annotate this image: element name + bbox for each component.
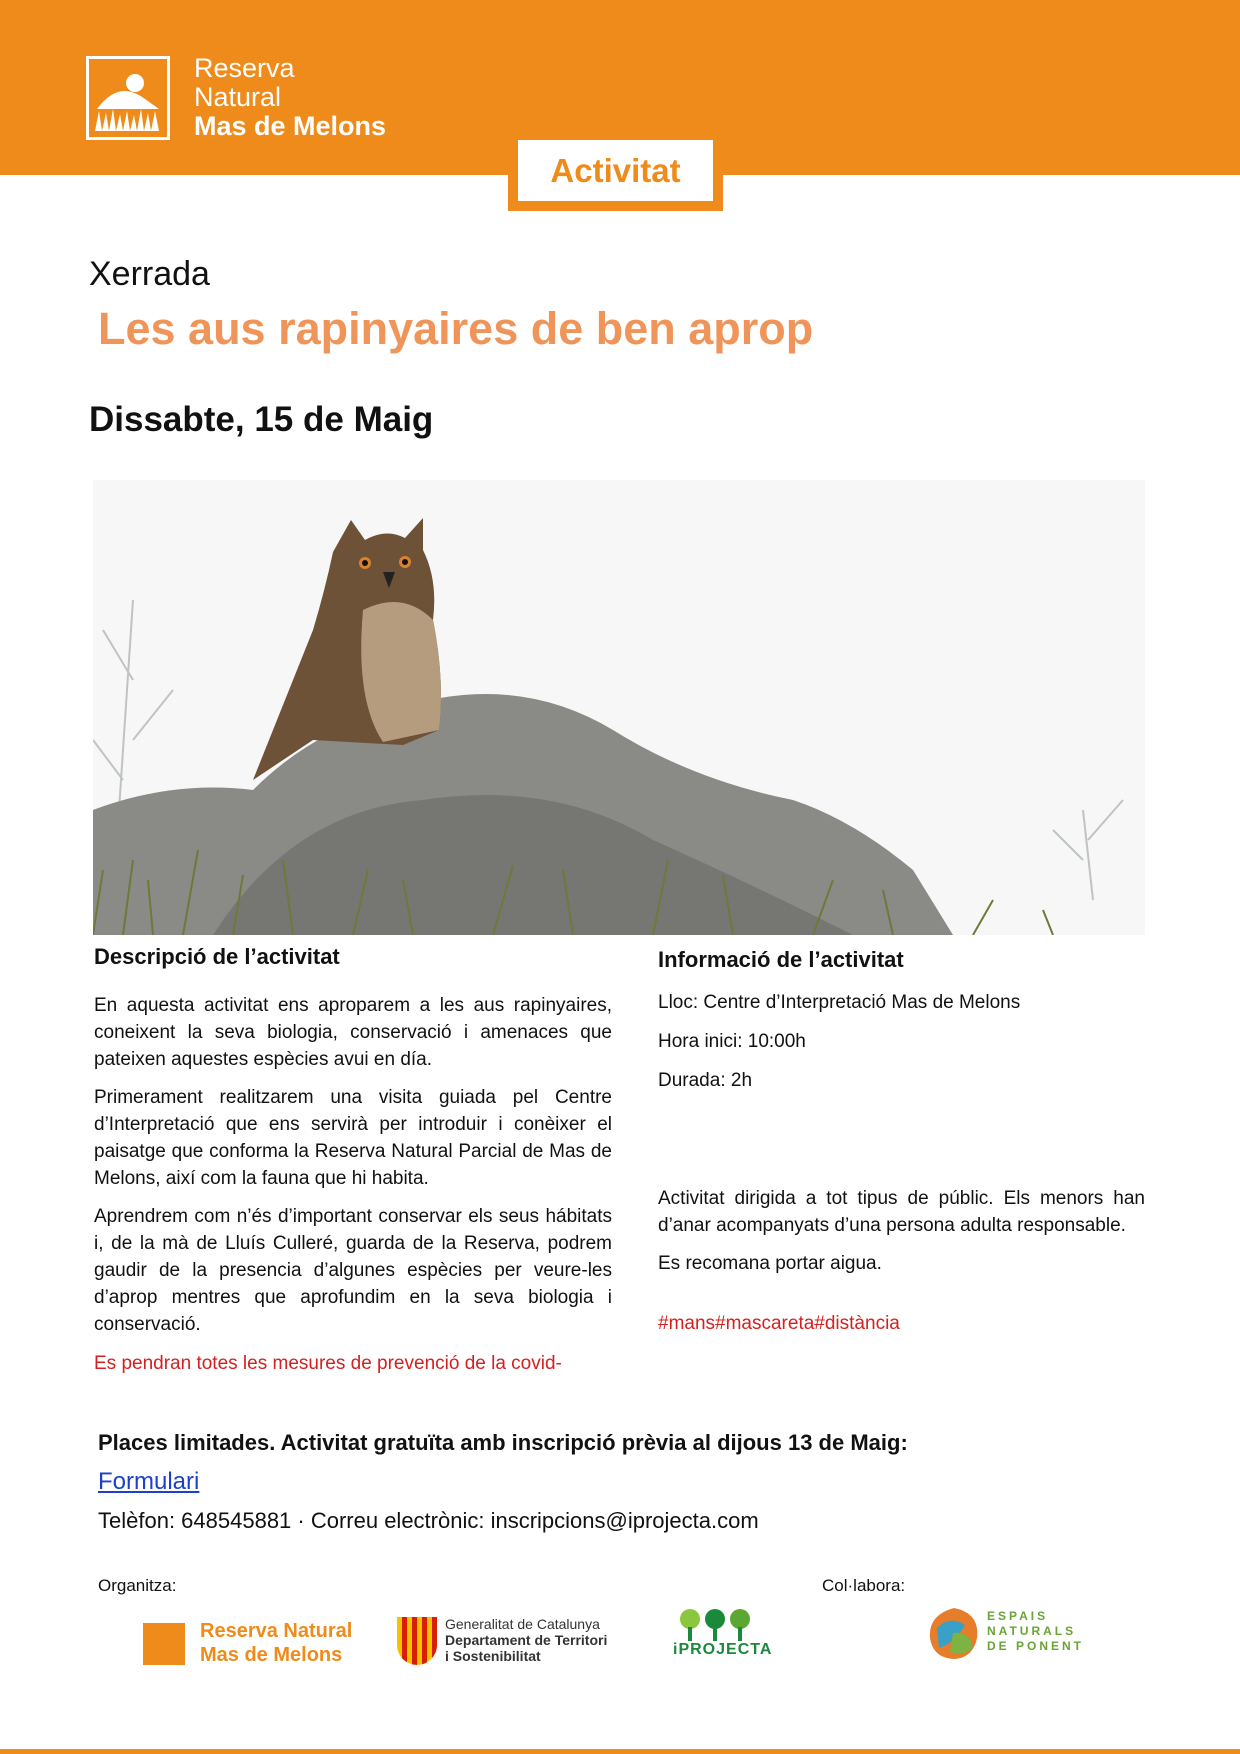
reserva-bird-icon	[143, 1623, 185, 1665]
organizer-label: Organitza:	[98, 1576, 177, 1595]
info-heading: Informació de l’activitat	[658, 947, 904, 972]
espais-naturals-logo: ESPAIS NATURALS DE PONENT	[925, 1603, 1085, 1668]
description-paragraph: Primerament realitzarem una visita guiada pel Centre d’Interpretació que ens servirà per introduir i conèixer el paisatge que conforma la Reserva Natural Parcial de Mas de Melons, així com la fauna que hi habita.	[94, 1087, 612, 1189]
description-column	[94, 942, 612, 1377]
info-water: Es recomana portar aigua.	[658, 1253, 882, 1274]
info-place: Lloc: Centre d’Interpretació Mas de Melons	[658, 992, 1021, 1013]
iprojecta-logo: iPROJECTA	[665, 1605, 775, 1667]
info-audience: Activitat dirigida a tot tipus de públic. Els menors han d’anar acompanyats d’una persona adulta responsable.	[658, 1188, 1145, 1236]
senyera-icon	[397, 1617, 437, 1665]
description-heading: Descripció de l’activitat	[94, 944, 340, 969]
event-type: Xerrada	[89, 255, 210, 293]
footer-line	[0, 1749, 1240, 1754]
collaborator-label: Col·labora:	[822, 1576, 906, 1595]
contact-info: Telèfon: 648545881 · Correu electrònic: inscripcions@iprojecta.com	[98, 1508, 759, 1533]
form-link[interactable]: Formulari	[98, 1468, 200, 1495]
event-date: Dissabte, 15 de Maig	[89, 400, 434, 439]
leaf-icon	[925, 1603, 983, 1663]
description-paragraph: En aquesta activitat ens aproparem a les aus rapinyaires, coneixent la seva biologia, conservació i amenaces que pateixen aquestes espècies avui en día.	[94, 995, 612, 1070]
registration-text: Places limitades. Activitat gratuïta amb inscripció prèvia al dijous 13 de Maig:	[98, 1430, 908, 1455]
info-start-time: Hora inici: 10:00h	[658, 1031, 806, 1052]
reserva-logo-icon	[86, 56, 170, 140]
owl-photo	[93, 480, 1145, 935]
covid-note: Es pendran totes les mesures de prevenció de la covid-	[94, 1353, 562, 1374]
description-paragraph: Aprendrem com n’és d’important conservar els seus hábitats i, de la mà de Lluís Culleré, guarda de la Reserva, podrem gaudir de la presencia d’algunes espècies per veure-les d’aprop mentres que aprofundim en la seva biologia i conservació.	[94, 1206, 612, 1335]
brand-name: Reserva Natural Mas de Melons	[194, 53, 387, 141]
trees-icon	[665, 1605, 775, 1643]
event-title: Les aus rapinyaires de ben aprop	[98, 303, 814, 354]
info-duration: Durada: 2h	[658, 1070, 753, 1091]
hashtags: #mans#mascareta#distància	[658, 1313, 900, 1334]
activitat-tab: Activitat	[518, 140, 713, 201]
info-column	[658, 945, 1145, 1337]
